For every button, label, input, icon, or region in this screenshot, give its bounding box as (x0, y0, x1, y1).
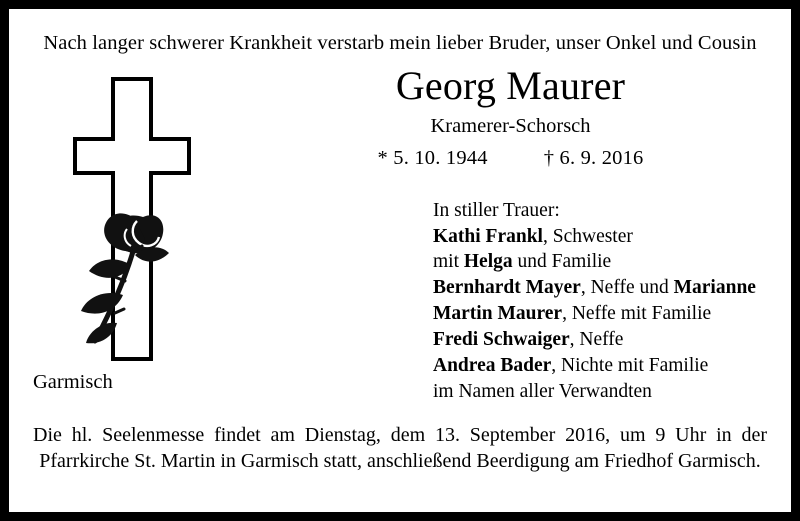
death-date: † 6. 9. 2016 (543, 146, 644, 169)
mourner-name: Martin Maurer (433, 303, 563, 325)
birth-date: * 5. 10. 1944 (377, 146, 488, 169)
mourner-entry (433, 301, 798, 327)
mourner-entry (433, 224, 798, 250)
mourner-relation: , Neffe (569, 329, 624, 351)
mourner-relation: , Neffe mit Familie (562, 303, 712, 325)
mourner-relation: , Neffe und (580, 277, 674, 299)
mourners-list (433, 198, 798, 405)
mourner-name: Andrea Bader (433, 355, 552, 377)
mourner-name: Bernhardt Mayer (433, 277, 581, 299)
mourner-relation: , Schwester (542, 225, 633, 247)
place-label: Garmisch (33, 371, 113, 393)
mourner-entry (433, 327, 798, 353)
mourner-name: Kathi Frankl (433, 225, 543, 247)
mourner-name: Fredi Schwaiger (433, 329, 570, 351)
life-dates (223, 147, 798, 170)
deceased-nickname: Kramerer-Schorsch (430, 114, 591, 137)
deceased-details (223, 63, 798, 405)
intro-text: Nach langer schwerer Krankheit verstarb mein lieber Bruder, unser Onkel und Cousin (43, 32, 757, 54)
mourner-entry (433, 249, 798, 275)
cross-with-rose-icon (39, 69, 219, 369)
service-details: Die hl. Seelenmesse findet am Dienstag, dem 13. September 2016, um 9 Uhr in der Pfarrkirche St. Martin in Garmisch statt, anschließend Beerdigung am Friedhof Garmisch. (33, 424, 767, 472)
obituary-inner (9, 9, 791, 512)
mourner-entry (433, 275, 798, 301)
deceased-name: Georg Maurer (395, 62, 626, 108)
mourner-prefix: mit (433, 251, 464, 273)
mourner-entry (433, 353, 798, 379)
mourners-closing: im Namen aller Verwandten (433, 381, 652, 403)
mourner-name-extra: Marianne (673, 277, 756, 299)
obituary-body (33, 62, 767, 403)
mourner-relation: , Nichte mit Familie (551, 355, 709, 377)
mourner-name: Helga (463, 251, 513, 273)
mourner-suffix: und Familie (512, 251, 612, 273)
mourners-heading: In stiller Trauer: (433, 199, 560, 221)
